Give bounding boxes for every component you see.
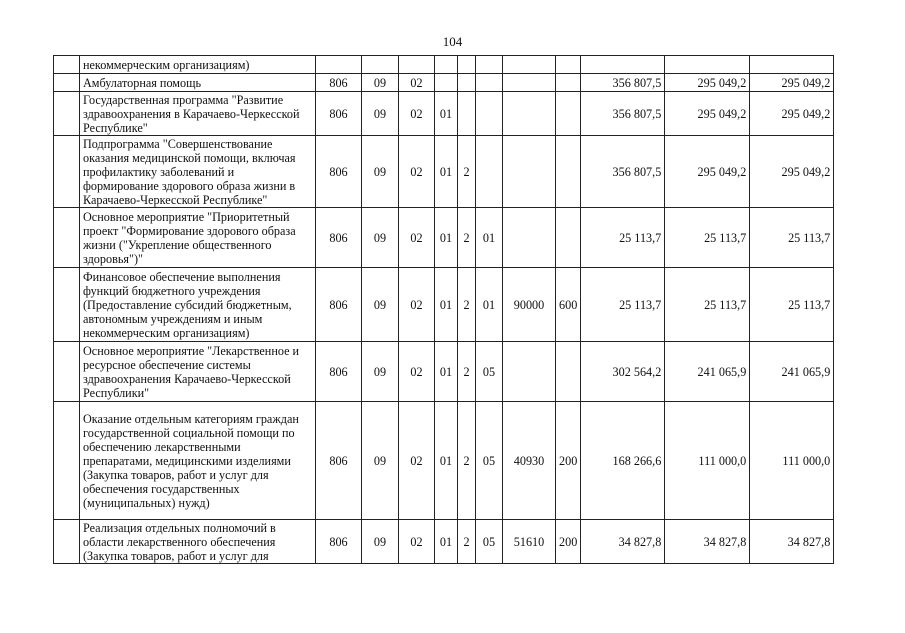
table-row	[54, 74, 834, 92]
budget-table	[53, 55, 834, 564]
row-number-cell	[54, 402, 80, 520]
table-body	[54, 56, 834, 564]
amount-year1-cell: 168 266,6	[581, 402, 665, 520]
direction-code-cell: 51610	[503, 520, 556, 564]
table-row	[54, 402, 834, 520]
ministry-code-cell: 806	[316, 92, 362, 136]
subsection-code-cell: 02	[399, 136, 435, 208]
ministry-code-cell: 806	[316, 342, 362, 402]
subprogram-code-cell: 2	[458, 342, 476, 402]
table-row	[54, 342, 834, 402]
section-code-cell	[362, 56, 399, 74]
amount-year3-cell: 295 049,2	[750, 136, 834, 208]
item-name-cell: Государственная программа "Развитие здравоохранения в Карачаево-Черкесской Республике"	[80, 92, 316, 136]
amount-year2-cell: 34 827,8	[665, 520, 750, 564]
amount-year1-cell: 356 807,5	[581, 136, 665, 208]
direction-code-cell	[503, 342, 556, 402]
program-code-cell	[435, 74, 458, 92]
activity-code-cell	[476, 74, 503, 92]
item-name-cell: Подпрограмма "Совершенствование оказания медицинской помощи, включая профилактику заболеваний и формирование здорового образа жизни в Карачаево-Черкесской Республике"	[80, 136, 316, 208]
subsection-code-cell: 02	[399, 92, 435, 136]
item-name-cell: Финансовое обеспечение выполнения функций бюджетного учреждения (Предоставление субсидий бюджетным, автономным учреждениям и иным некоммерческим организациям)	[80, 268, 316, 342]
ministry-code-cell: 806	[316, 136, 362, 208]
page-number: 104	[442, 34, 463, 49]
ministry-code-cell: 806	[316, 208, 362, 268]
ministry-code-cell: 806	[316, 520, 362, 564]
amount-year2-cell	[665, 56, 750, 74]
section-code-cell: 09	[362, 208, 399, 268]
expense-type-cell: 200	[556, 402, 581, 520]
activity-code-cell: 05	[476, 342, 503, 402]
program-code-cell: 01	[435, 92, 458, 136]
amount-year1-cell: 25 113,7	[581, 268, 665, 342]
program-code-cell	[435, 56, 458, 74]
table-row	[54, 136, 834, 208]
program-code-cell: 01	[435, 136, 458, 208]
table-row	[54, 268, 834, 342]
amount-year1-cell: 25 113,7	[581, 208, 665, 268]
subprogram-code-cell: 2	[458, 136, 476, 208]
amount-year2-cell: 111 000,0	[665, 402, 750, 520]
table-row	[54, 56, 834, 74]
activity-code-cell: 05	[476, 520, 503, 564]
amount-year1-cell	[581, 56, 665, 74]
subsection-code-cell: 02	[399, 342, 435, 402]
table-row	[54, 92, 834, 136]
item-name-cell: некоммерческим организациям)	[80, 56, 316, 74]
subprogram-code-cell: 2	[458, 402, 476, 520]
row-number-cell	[54, 520, 80, 564]
item-name-cell: Амбулаторная помощь	[80, 74, 316, 92]
amount-year1-cell: 356 807,5	[581, 92, 665, 136]
item-name-cell: Основное мероприятие "Приоритетный проект "Формирование здорового образа жизни ("Укрепление общественного здоровья")"	[80, 208, 316, 268]
amount-year1-cell: 302 564,2	[581, 342, 665, 402]
expense-type-cell	[556, 56, 581, 74]
row-number-cell	[54, 92, 80, 136]
subsection-code-cell: 02	[399, 520, 435, 564]
amount-year3-cell: 241 065,9	[750, 342, 834, 402]
table-row	[54, 520, 834, 564]
ministry-code-cell: 806	[316, 268, 362, 342]
expense-type-cell: 200	[556, 520, 581, 564]
item-name-cell: Оказание отдельным категориям граждан государственной социальной помощи по обеспечению лекарственными препаратами, медицинскими изделиями (Закупка товаров, работ и услуг для обеспечения государственных (муниципальных) нужд)	[80, 402, 316, 520]
amount-year2-cell: 295 049,2	[665, 136, 750, 208]
activity-code-cell: 05	[476, 402, 503, 520]
activity-code-cell	[476, 56, 503, 74]
expense-type-cell	[556, 208, 581, 268]
subsection-code-cell: 02	[399, 74, 435, 92]
row-number-cell	[54, 208, 80, 268]
amount-year2-cell: 25 113,7	[665, 268, 750, 342]
section-code-cell: 09	[362, 74, 399, 92]
row-number-cell	[54, 342, 80, 402]
subsection-code-cell: 02	[399, 208, 435, 268]
expense-type-cell	[556, 136, 581, 208]
activity-code-cell	[476, 136, 503, 208]
subsection-code-cell: 02	[399, 268, 435, 342]
expense-type-cell: 600	[556, 268, 581, 342]
amount-year3-cell: 25 113,7	[750, 208, 834, 268]
row-number-cell	[54, 74, 80, 92]
subsection-code-cell	[399, 56, 435, 74]
expense-type-cell	[556, 92, 581, 136]
subprogram-code-cell: 2	[458, 520, 476, 564]
amount-year3-cell: 295 049,2	[750, 74, 834, 92]
ministry-code-cell: 806	[316, 74, 362, 92]
row-number-cell	[54, 56, 80, 74]
ministry-code-cell	[316, 56, 362, 74]
row-number-cell	[54, 268, 80, 342]
subprogram-code-cell: 2	[458, 208, 476, 268]
expense-type-cell	[556, 74, 581, 92]
program-code-cell: 01	[435, 208, 458, 268]
amount-year2-cell: 295 049,2	[665, 74, 750, 92]
subprogram-code-cell	[458, 56, 476, 74]
amount-year3-cell	[750, 56, 834, 74]
subsection-code-cell: 02	[399, 402, 435, 520]
subprogram-code-cell: 2	[458, 268, 476, 342]
program-code-cell: 01	[435, 342, 458, 402]
section-code-cell: 09	[362, 92, 399, 136]
ministry-code-cell: 806	[316, 402, 362, 520]
direction-code-cell	[503, 136, 556, 208]
program-code-cell: 01	[435, 402, 458, 520]
section-code-cell: 09	[362, 520, 399, 564]
direction-code-cell	[503, 92, 556, 136]
amount-year3-cell: 111 000,0	[750, 402, 834, 520]
section-code-cell: 09	[362, 342, 399, 402]
direction-code-cell	[503, 56, 556, 74]
direction-code-cell: 40930	[503, 402, 556, 520]
program-code-cell: 01	[435, 520, 458, 564]
item-name-cell: Основное мероприятие "Лекарственное и ресурсное обеспечение системы здравоохранения Карачаево-Черкесской Республики"	[80, 342, 316, 402]
program-code-cell: 01	[435, 268, 458, 342]
direction-code-cell	[503, 74, 556, 92]
amount-year1-cell: 34 827,8	[581, 520, 665, 564]
amount-year2-cell: 241 065,9	[665, 342, 750, 402]
item-name-cell: Реализация отдельных полномочий в области лекарственного обеспечения (Закупка товаров, работ и услуг для	[80, 520, 316, 564]
amount-year2-cell: 295 049,2	[665, 92, 750, 136]
amount-year2-cell: 25 113,7	[665, 208, 750, 268]
amount-year3-cell: 295 049,2	[750, 92, 834, 136]
activity-code-cell: 01	[476, 208, 503, 268]
subprogram-code-cell	[458, 74, 476, 92]
direction-code-cell: 90000	[503, 268, 556, 342]
expense-type-cell	[556, 342, 581, 402]
amount-year1-cell: 356 807,5	[581, 74, 665, 92]
direction-code-cell	[503, 208, 556, 268]
row-number-cell	[54, 136, 80, 208]
section-code-cell: 09	[362, 136, 399, 208]
activity-code-cell	[476, 92, 503, 136]
table-row	[54, 208, 834, 268]
section-code-cell: 09	[362, 402, 399, 520]
section-code-cell: 09	[362, 268, 399, 342]
subprogram-code-cell	[458, 92, 476, 136]
activity-code-cell: 01	[476, 268, 503, 342]
amount-year3-cell: 34 827,8	[750, 520, 834, 564]
amount-year3-cell: 25 113,7	[750, 268, 834, 342]
